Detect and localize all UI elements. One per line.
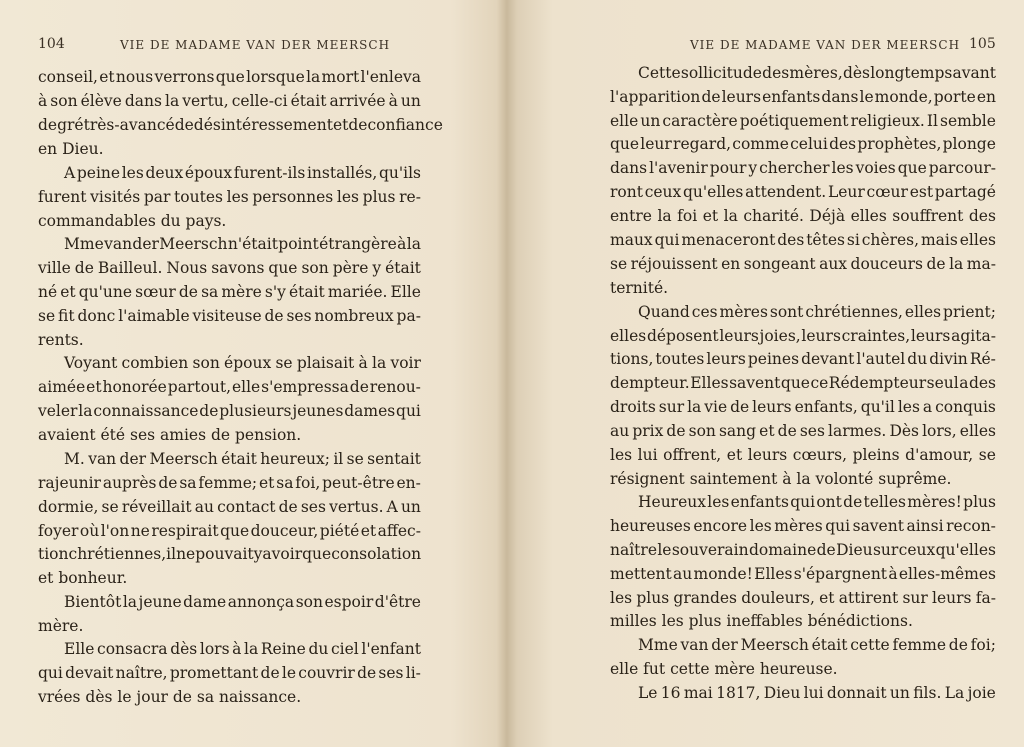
text-line: né et qu'une sœur de sa mère s'y était mariée. Elle	[38, 283, 421, 301]
text-line: commandables du pays.	[38, 212, 227, 230]
text-line: les plus grandes douleurs, et attirent sur leurs fa-	[610, 589, 996, 607]
text-line: entre la foi et la charité. Déjà elles souffrent des	[610, 207, 996, 225]
text-line: foyer où l'on ne respirait que douceur, piété et affec-	[38, 522, 421, 540]
text-line: heureuses encore les mères qui savent ainsi recon-	[610, 517, 996, 535]
text-line: Cette sollicitude des mères, dès longtemps avant	[638, 64, 996, 82]
text-line: Elle consacra dès lors à la Reine du ciel l'enfant	[64, 640, 421, 658]
text-line: vrées dès le jour de sa naissance.	[38, 688, 302, 706]
text-line: elle un caractère poétiquement religieux. Il semble	[610, 112, 996, 130]
text-line: rajeunir auprès de sa femme; et sa foi, peut-être en-	[38, 474, 421, 492]
text-line: ront ceux qu'elles attendent. Leur cœur est partagé	[610, 183, 996, 201]
text-line: à son élève dans la vertu, celle-ci était arrivée à un	[38, 92, 421, 110]
text-line: qui devait naître, promettant de le couvrir de ses li-	[38, 664, 421, 682]
text-line: rents.	[38, 331, 84, 349]
text-line: Le 16 mai 1817, Dieu lui donnait un fils. La joie	[638, 684, 996, 702]
text-line: veler la connaissance de plusieurs jeunes dames qui	[38, 402, 421, 420]
text-line: A peine les deux époux furent-ils installés, qu'ils	[64, 164, 421, 182]
text-line: conseil, et nous verrons que lorsque la mort l'enleva	[38, 68, 421, 86]
text-line: tions, toutes leurs peines devant l'autel du divin Ré-	[610, 350, 996, 368]
text-line: dans l'avenir pour y chercher les voies que parcour-	[610, 159, 996, 177]
running-head: VIE DE MADAME VAN DER MEERSCH	[690, 38, 961, 52]
text-line: en Dieu.	[38, 140, 104, 158]
left-page	[0, 0, 500, 747]
page-number: 105	[969, 36, 996, 52]
text-line: dormie, se réveillait au contact de ses vertus. A un	[38, 498, 421, 516]
text-line: et bonheur.	[38, 569, 128, 587]
text-line: maux qui menaceront des têtes si chères, mais elles	[610, 231, 996, 249]
text-line: elle fut cette mère heureuse.	[610, 660, 838, 678]
text-line: naître le souverain domaine de Dieu sur ceux qu'elles	[610, 541, 996, 559]
text-line: elles déposent leurs joies, leurs craintes, leurs agita-	[610, 327, 996, 345]
text-line: mère.	[38, 617, 84, 635]
text-line: mettent au monde! Elles s'épargnent à elles-mêmes	[610, 565, 996, 583]
text-line: Mme van der Meersch n'était point étrangère à la	[64, 235, 421, 253]
text-line: degré très-avancé de désintéressement et de confiance	[38, 116, 443, 134]
text-line: milles les plus ineffables bénédictions.	[610, 612, 913, 630]
text-line: furent visités par toutes les personnes les plus re-	[38, 188, 421, 206]
text-line: Voyant combien son époux se plaisait à la voir	[64, 354, 421, 372]
text-line: que leur regard, comme celui des prophètes, plonge	[610, 135, 996, 153]
text-line: M. van der Meersch était heureux; il se sentait	[64, 450, 421, 468]
text-line: tion chrétiennes, il ne pouvait y avoir que consolation	[38, 545, 422, 563]
text-line: Heureux les enfants qui ont de telles mères! plus	[638, 493, 996, 511]
text-line: aimée et honorée partout, elle s'empressa de renou-	[38, 378, 421, 396]
text-line: avaient été ses amies de pension.	[38, 426, 302, 444]
text-line: les lui offrent, et leurs cœurs, pleins d'amour, se	[610, 446, 996, 464]
text-line: au prix de son sang et de ses larmes. Dès lors, elles	[610, 422, 996, 440]
text-line: résignent saintement à la volonté suprême.	[610, 470, 952, 488]
text-line: ville de Bailleul. Nous savons que son père y était	[38, 259, 421, 277]
text-line: l'apparition de leurs enfants dans le monde, porte en	[610, 88, 996, 106]
running-head: VIE DE MADAME VAN DER MEERSCH	[120, 38, 391, 52]
text-line: dempteur. Elles savent que ce Rédempteur seul a des	[610, 374, 996, 392]
text-line: se fit donc l'aimable visiteuse de ses nombreux pa-	[38, 307, 421, 325]
right-page	[510, 0, 1024, 747]
page-number: 104	[38, 36, 65, 52]
text-line: Mme van der Meersch était cette femme de foi;	[638, 636, 996, 654]
text-line: droits sur la vie de leurs enfants, qu'il les a conquis	[610, 398, 996, 416]
text-line: Bientôt la jeune dame annonça son espoir d'être	[64, 593, 421, 611]
text-line: ternité.	[610, 279, 669, 297]
text-line: Quand ces mères sont chrétiennes, elles prient;	[638, 303, 996, 321]
text-line: se réjouissent en songeant aux douceurs de la ma-	[610, 255, 996, 273]
